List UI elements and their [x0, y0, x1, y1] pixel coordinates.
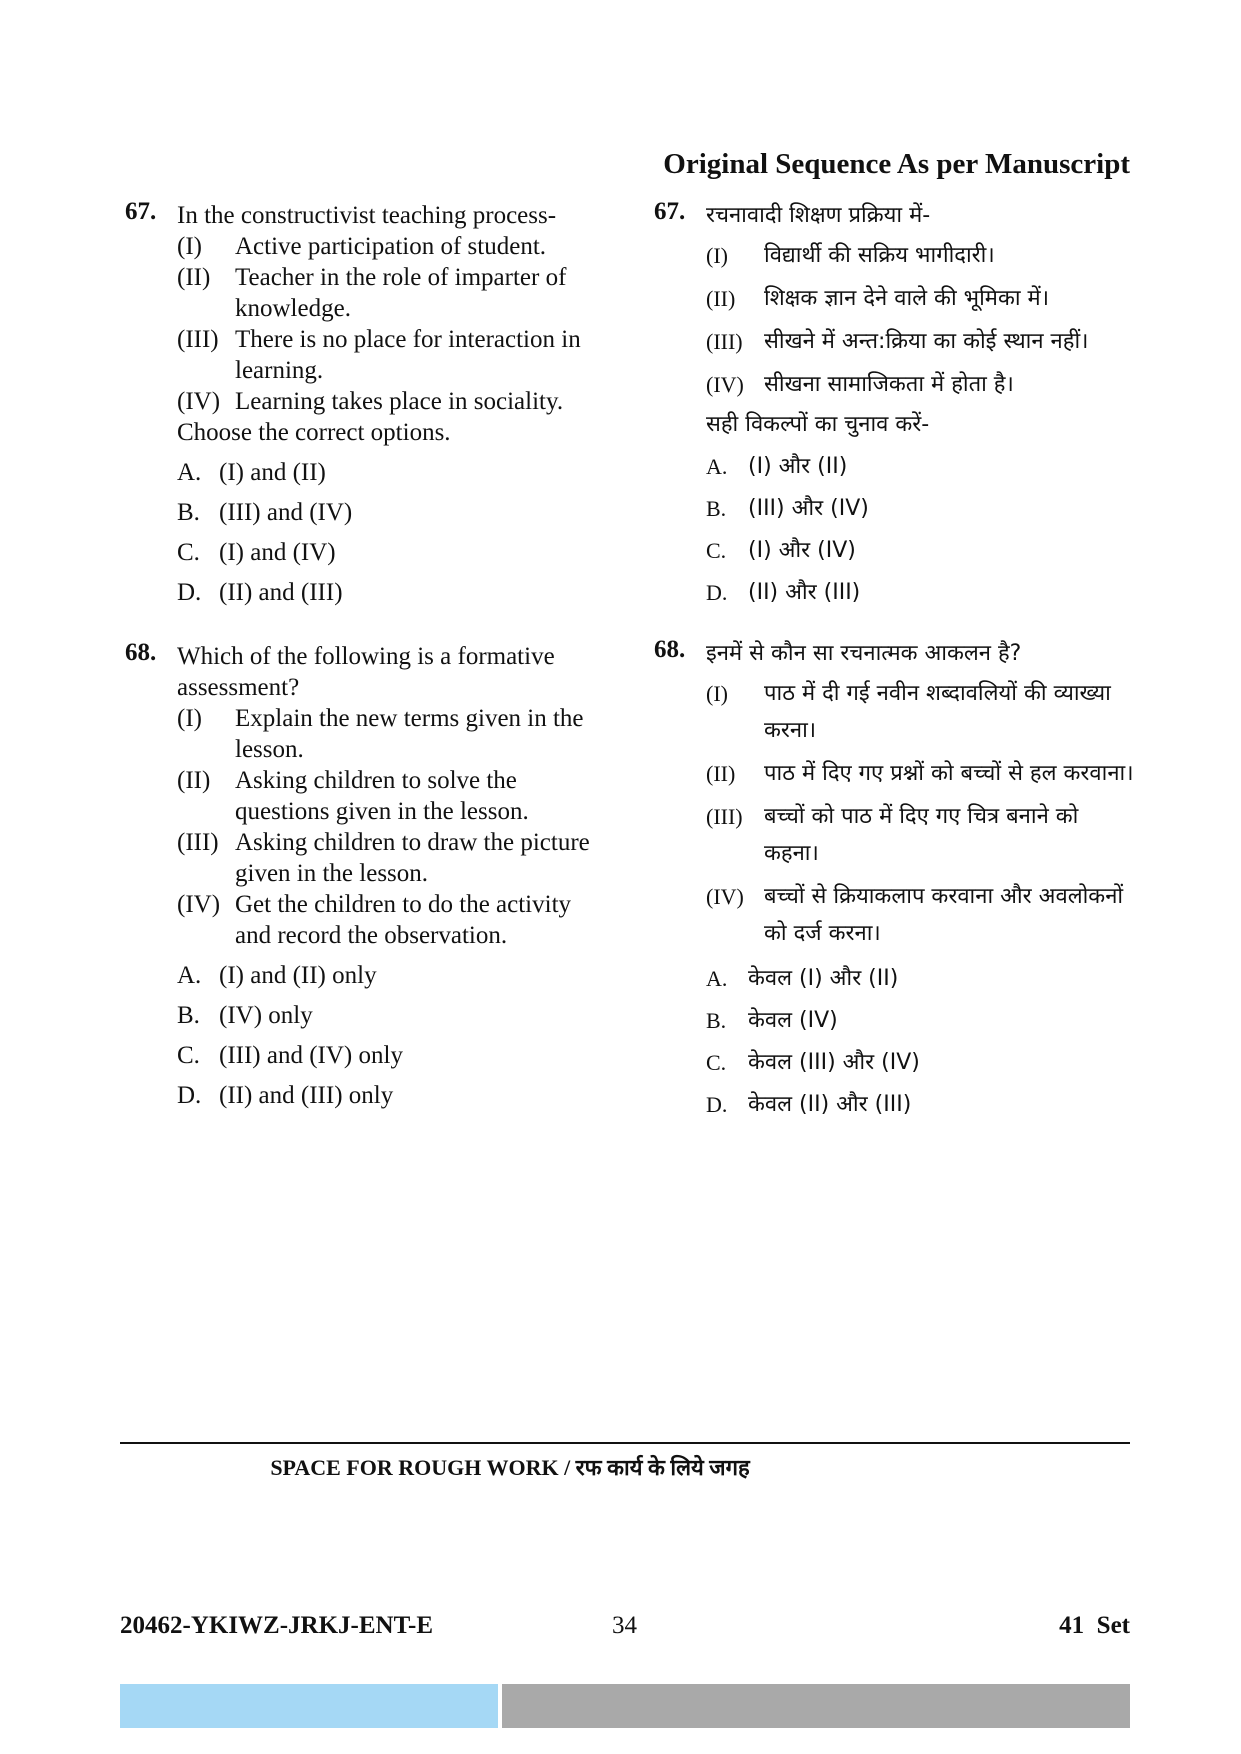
option-text: (I) and (II) [219, 459, 326, 486]
option [177, 457, 605, 488]
statement-text: There is no place for interaction in learning. [235, 326, 581, 384]
option-letter: D. [706, 1092, 728, 1117]
option-text: (I) and (IV) [219, 539, 336, 566]
statement [706, 878, 1134, 952]
question-instruction: सही विकल्पों का चुनाव करें- [706, 412, 930, 437]
set-number: 41 Set [1059, 1612, 1130, 1639]
statement-text: Get the children to do the activity and record the observation. [235, 891, 572, 949]
option [706, 535, 1134, 566]
option-text: केवल (I) और (II) [748, 966, 899, 991]
option-letter: B. [706, 1008, 727, 1033]
statement-number: (IV) [177, 891, 221, 918]
option [177, 1040, 605, 1071]
option-letter: C. [706, 1050, 727, 1075]
statement [177, 765, 605, 827]
question-number: 68. [654, 636, 686, 663]
statement [177, 324, 605, 386]
statement [177, 262, 605, 324]
statement-number: (I) [177, 705, 202, 732]
statement-number: (III) [177, 829, 219, 856]
option-text: (III) and (IV) [219, 499, 353, 526]
option-letter: C. [177, 539, 200, 566]
option [706, 1005, 1134, 1036]
statement-number: (II) [706, 761, 736, 786]
option-letter: A. [706, 454, 728, 479]
question-67-en [125, 200, 605, 608]
question-number: 67. [125, 198, 157, 225]
statement-text: विद्यार्थी की सक्रिय भागीदारी। [764, 243, 995, 268]
option-text: (III) और (IV) [748, 496, 869, 521]
rough-work-label: SPACE FOR ROUGH WORK / रफ कार्य के लिये जगह [270, 1455, 750, 1480]
statement-text: पाठ में दी गई नवीन शब्दावलियों की व्याख्या करना। [764, 681, 1111, 743]
question-67-hi [654, 200, 1134, 608]
statement [706, 366, 1134, 403]
option-text: (I) and (II) only [219, 962, 377, 989]
option-text: केवल (IV) [748, 1008, 838, 1033]
footer-bar-gray [502, 1684, 1130, 1728]
statement-number: (II) [177, 767, 211, 794]
page-header: Original Sequence As per Manuscript [663, 148, 1130, 180]
divider-rule [120, 1442, 1130, 1444]
question-text: रचनावादी शिक्षण प्रक्रिया में- [706, 203, 931, 228]
option [177, 577, 605, 608]
option-text: केवल (III) और (IV) [748, 1050, 920, 1075]
english-column [125, 200, 605, 1111]
statement [177, 386, 605, 417]
statement-number: (III) [706, 329, 743, 354]
option [177, 497, 605, 528]
question-text: In the constructivist teaching process- [177, 202, 557, 229]
option-letter: D. [706, 580, 728, 605]
footer-bar-blue [120, 1684, 498, 1728]
statement-number: (IV) [706, 884, 744, 909]
statement-text: Learning takes place in sociality. [235, 388, 564, 415]
option-letter: B. [177, 499, 200, 526]
option [177, 960, 605, 991]
option-letter: B. [706, 496, 727, 521]
option-letter: A. [706, 966, 728, 991]
statement [706, 675, 1134, 749]
option [706, 963, 1134, 994]
option-text: (I) और (IV) [748, 538, 856, 563]
option-letter: D. [177, 579, 202, 606]
statement-text: बच्चों को पाठ में दिए गए चित्र बनाने को कहना। [764, 804, 1079, 866]
option [177, 1000, 605, 1031]
statement-number: (I) [706, 681, 728, 706]
option [706, 1089, 1134, 1120]
statement-text: बच्चों से क्रियाकलाप करवाना और अवलोकनों को दर्ज करना। [764, 884, 1124, 946]
option-text: केवल (II) और (III) [748, 1092, 912, 1117]
option-text: (III) and (IV) only [219, 1042, 403, 1069]
statement-text: Asking children to draw the picture given in the lesson. [235, 829, 590, 887]
statement-text: सीखने में अन्त:क्रिया का कोई स्थान नहीं। [764, 329, 1089, 354]
statement-number: (III) [706, 804, 743, 829]
booklet-code: 20462-YKIWZ-JRKJ-ENT-E [120, 1612, 433, 1639]
option-letter: A. [177, 459, 202, 486]
question-68-en [125, 641, 605, 1111]
option-text: (II) and (III) only [219, 1082, 394, 1109]
question-text: इनमें से कौन सा रचनात्मक आकलन है? [706, 641, 1022, 666]
statement-text: Asking children to solve the questions given in the lesson. [235, 767, 529, 825]
statement [177, 889, 605, 951]
question-text: Which of the following is a formative assessment? [177, 643, 555, 701]
option [706, 451, 1134, 482]
statement [706, 323, 1134, 360]
statement-number: (I) [177, 233, 202, 260]
option-letter: C. [706, 538, 727, 563]
statement [177, 703, 605, 765]
option [706, 493, 1134, 524]
statement-text: Teacher in the role of imparter of knowledge. [235, 264, 567, 322]
option [177, 1080, 605, 1111]
question-instruction: Choose the correct options. [177, 419, 451, 446]
statement [706, 798, 1134, 872]
option-text: (II) और (III) [748, 580, 861, 605]
option-letter: A. [177, 962, 202, 989]
statement-number: (IV) [706, 372, 744, 397]
option-text: (I) और (II) [748, 454, 848, 479]
statement [177, 231, 605, 262]
statement [706, 755, 1134, 792]
statement [706, 237, 1134, 274]
question-number: 67. [654, 198, 686, 225]
statement-text: Active participation of student. [235, 233, 547, 260]
option [706, 577, 1134, 608]
question-number: 68. [125, 639, 157, 666]
option [177, 537, 605, 568]
statement [177, 827, 605, 889]
hindi-column [654, 200, 1134, 1120]
option-text: (IV) only [219, 1002, 313, 1029]
statement-number: (II) [177, 264, 211, 291]
statement-number: (IV) [177, 388, 221, 415]
option-text: (II) and (III) [219, 579, 343, 606]
statement-text: शिक्षक ज्ञान देने वाले की भूमिका में। [764, 286, 1050, 311]
statement [706, 280, 1134, 317]
option-letter: C. [177, 1042, 200, 1069]
statement-number: (III) [177, 326, 219, 353]
page-number: 34 [612, 1612, 637, 1639]
statement-number: (I) [706, 243, 728, 268]
statement-number: (II) [706, 286, 736, 311]
statement-text: पाठ में दिए गए प्रश्नों को बच्चों से हल करवाना। [764, 761, 1134, 786]
option-letter: D. [177, 1082, 202, 1109]
statement-text: Explain the new terms given in the lesson. [235, 705, 584, 763]
option-letter: B. [177, 1002, 200, 1029]
question-68-hi [654, 638, 1134, 1120]
statement-text: सीखना सामाजिकता में होता है। [764, 372, 1014, 397]
option [706, 1047, 1134, 1078]
